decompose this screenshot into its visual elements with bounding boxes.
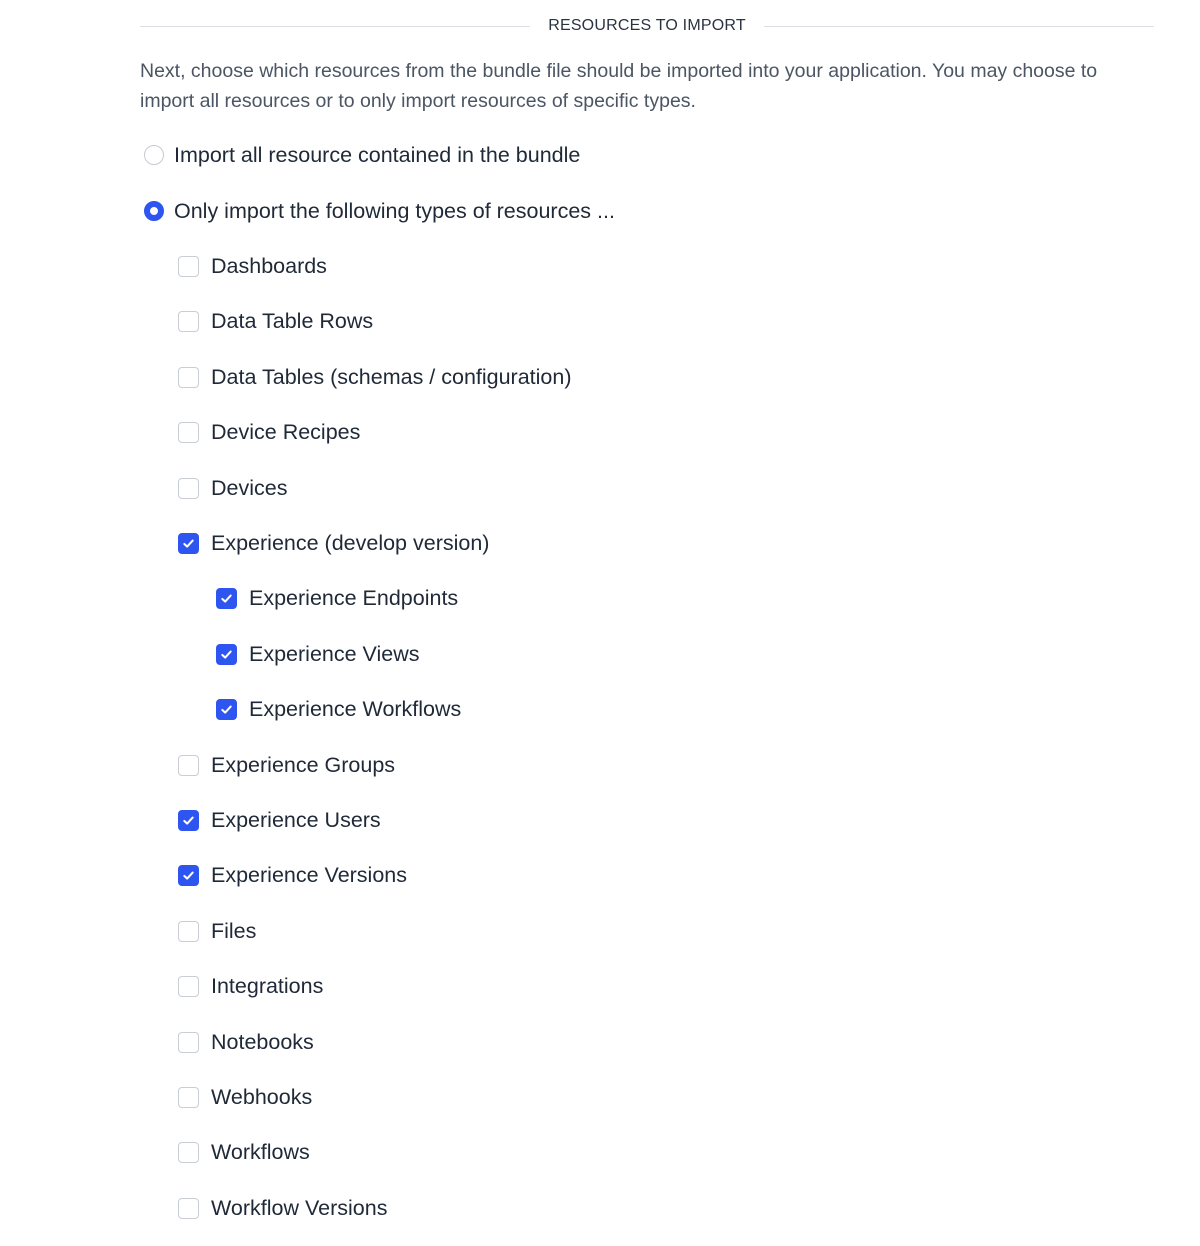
radio-import-all[interactable] xyxy=(144,145,164,165)
resource-option-notebooks[interactable] xyxy=(178,1027,314,1057)
resource-option-webhooks[interactable] xyxy=(178,1082,312,1112)
checkbox-label-notebooks: Notebooks xyxy=(211,1029,314,1054)
checkbox-label-experience-endpoints: Experience Endpoints xyxy=(249,585,459,610)
checkbox-experience-workflows[interactable] xyxy=(216,699,237,720)
checkmark-icon xyxy=(220,592,233,605)
resource-option-devices[interactable] xyxy=(178,473,287,503)
checkmark-icon xyxy=(182,869,195,882)
checkbox-label-experience-versions: Experience Versions xyxy=(211,862,407,887)
checkbox-experience-endpoints[interactable] xyxy=(216,588,237,609)
checkbox-notebooks[interactable] xyxy=(178,1032,199,1053)
checkbox-label-experience-develop-version: Experience (develop version) xyxy=(211,530,490,555)
checkbox-label-dashboards: Dashboards xyxy=(211,253,327,278)
radio-option-import-only[interactable] xyxy=(144,196,615,226)
checkbox-workflows[interactable] xyxy=(178,1142,199,1163)
resource-option-files[interactable] xyxy=(178,916,256,946)
checkbox-device-recipes[interactable] xyxy=(178,422,199,443)
checkbox-label-workflows: Workflows xyxy=(211,1139,310,1164)
checkbox-devices[interactable] xyxy=(178,478,199,499)
resource-option-dashboards[interactable] xyxy=(178,251,327,281)
checkbox-label-data-table-rows: Data Table Rows xyxy=(211,308,374,333)
resource-option-experience-workflows[interactable] xyxy=(216,694,461,724)
checkbox-label-experience-workflows: Experience Workflows xyxy=(249,696,462,721)
radio-import-only[interactable] xyxy=(144,201,164,221)
checkbox-files[interactable] xyxy=(178,921,199,942)
resource-option-experience-endpoints[interactable] xyxy=(216,583,458,613)
radio-label-import-all: Import all resource contained in the bundle xyxy=(174,142,581,167)
section-title: RESOURCES TO IMPORT xyxy=(548,17,746,34)
checkbox-experience-groups[interactable] xyxy=(178,755,199,776)
checkbox-webhooks[interactable] xyxy=(178,1087,199,1108)
resource-option-data-table-rows[interactable] xyxy=(178,306,373,336)
resource-option-workflows[interactable] xyxy=(178,1137,310,1167)
divider-right xyxy=(764,26,1154,27)
checkbox-data-table-rows[interactable] xyxy=(178,311,199,332)
radio-option-import-all[interactable] xyxy=(144,140,580,170)
resource-option-experience-develop-version[interactable] xyxy=(178,528,489,558)
checkbox-label-data-tables: Data Tables (schemas / configuration) xyxy=(211,364,572,389)
checkmark-icon xyxy=(182,814,195,827)
checkbox-label-experience-users: Experience Users xyxy=(211,807,381,832)
resource-option-data-tables[interactable] xyxy=(178,362,572,392)
resource-option-workflow-versions[interactable] xyxy=(178,1193,387,1223)
checkbox-label-integrations: Integrations xyxy=(211,973,324,998)
section-description: Next, choose which resources from the bundle file should be imported into your application. You may choose to import all resources or to only import resources of specific types. xyxy=(140,60,1098,112)
checkbox-experience-develop-version[interactable] xyxy=(178,533,199,554)
checkmark-icon xyxy=(220,648,233,661)
checkbox-label-workflow-versions: Workflow Versions xyxy=(211,1195,388,1220)
checkbox-label-webhooks: Webhooks xyxy=(211,1084,313,1109)
checkbox-label-device-recipes: Device Recipes xyxy=(211,419,361,444)
checkbox-label-experience-groups: Experience Groups xyxy=(211,752,396,777)
checkbox-experience-users[interactable] xyxy=(178,810,199,831)
checkbox-label-files: Files xyxy=(211,918,257,943)
checkbox-integrations[interactable] xyxy=(178,976,199,997)
checkbox-workflow-versions[interactable] xyxy=(178,1198,199,1219)
checkbox-experience-views[interactable] xyxy=(216,644,237,665)
resource-option-integrations[interactable] xyxy=(178,971,323,1001)
resource-option-experience-users[interactable] xyxy=(178,805,381,835)
checkbox-data-tables[interactable] xyxy=(178,367,199,388)
resource-option-experience-versions[interactable] xyxy=(178,860,407,890)
section-header xyxy=(140,14,1154,38)
radio-label-import-only: Only import the following types of resources ... xyxy=(174,198,615,223)
checkbox-dashboards[interactable] xyxy=(178,256,199,277)
resource-option-experience-views[interactable] xyxy=(216,639,420,669)
checkmark-icon xyxy=(182,537,195,550)
checkbox-label-experience-views: Experience Views xyxy=(249,641,420,666)
divider-left xyxy=(140,26,530,27)
checkbox-label-devices: Devices xyxy=(211,475,288,500)
checkmark-icon xyxy=(220,703,233,716)
resource-option-device-recipes[interactable] xyxy=(178,417,360,447)
checkbox-experience-versions[interactable] xyxy=(178,865,199,886)
resource-option-experience-groups[interactable] xyxy=(178,750,395,780)
